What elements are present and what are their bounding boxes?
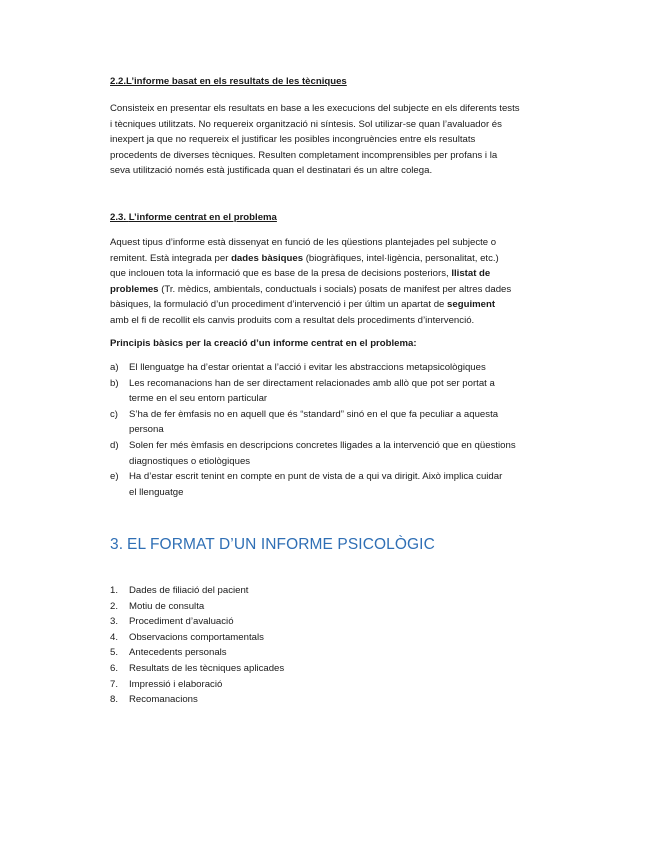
section-2-3-paragraph bbox=[110, 235, 570, 328]
list-item-text: Motiu de consulta bbox=[129, 600, 205, 612]
bold-term-seguiment: seguiment bbox=[447, 299, 496, 310]
list-number: 2. bbox=[110, 600, 119, 612]
list-number: 5. bbox=[110, 647, 119, 659]
section-2-3-heading bbox=[110, 212, 277, 223]
list-number: 8. bbox=[110, 694, 119, 706]
text-run: remitent. Està integrada per bbox=[110, 252, 232, 264]
list-marker: b) bbox=[110, 377, 119, 389]
format-list bbox=[110, 583, 284, 708]
section-2-3-title: L’informe centrat en el problema bbox=[128, 212, 277, 223]
paragraph-line: Consisteix en presentar els resultats en base a les execucions del subjecte en els diferents tests bbox=[110, 103, 520, 114]
list-item-text: Les recomanacions han de ser directament relacionades amb allò que pot ser portat a bbox=[129, 377, 495, 389]
section-2-2-title: L’informe basat en els resultats de les tècniques bbox=[126, 76, 347, 87]
principles-list bbox=[110, 360, 570, 500]
list-item-text: El llenguatge ha d’estar orientat a l’acció i evitar les abstraccions metapsicològiques bbox=[129, 362, 486, 373]
bold-term-problemes: problemes bbox=[110, 283, 159, 295]
list-item-text: Procediment d’avaluació bbox=[129, 616, 234, 628]
list-item bbox=[110, 599, 284, 615]
list-item-text: Impressió i elaboració bbox=[129, 678, 223, 690]
list-item-text: persona bbox=[129, 424, 164, 436]
section-2-2-number: 2.2. bbox=[110, 76, 127, 87]
list-number: 4. bbox=[110, 631, 119, 643]
section-2-3-number: 2.3. bbox=[110, 212, 127, 223]
list-item bbox=[110, 583, 284, 599]
list-item-text: Solen fer més èmfasis en descripcions concretes lligades a la intervenció que en qüestions bbox=[129, 439, 516, 451]
list-item-text: Antecedents personals bbox=[129, 647, 227, 659]
paragraph-line: i tècniques utilitzats. No requereix organització ni síntesis. Sol utilizar-se quan l’avaluador és bbox=[110, 118, 502, 130]
list-number: 3. bbox=[110, 616, 119, 628]
list-item bbox=[110, 614, 284, 630]
list-item bbox=[110, 692, 284, 708]
paragraph-line: amb el fi de recollit els canvis produits com a resultat dels procediments d’intervenció. bbox=[110, 314, 475, 326]
list-marker: c) bbox=[110, 408, 118, 420]
principles-title: Principis bàsics per la creació d’un informe centrat en el problema: bbox=[110, 338, 417, 349]
paragraph-line: procedents de diverses tècniques. Resulten completament incomprensibles per profans i la bbox=[110, 149, 498, 161]
list-item-text: Ha d’estar escrit tenint en compte en punt de vista de a qui va dirigit. Això implica cuidar bbox=[129, 471, 503, 483]
bold-term-llistat-de: llistat de bbox=[451, 268, 491, 279]
list-item bbox=[110, 360, 570, 376]
section-2-2-paragraph bbox=[110, 101, 570, 179]
list-number: 6. bbox=[110, 662, 119, 674]
paragraph-line: Aquest tipus d’informe està dissenyat en funció de les qüestions plantejades pel subjecte o bbox=[110, 237, 497, 248]
paragraph-line bbox=[110, 266, 570, 282]
list-item-text: Recomanacions bbox=[129, 694, 198, 706]
list-item-text: Observacions comportamentals bbox=[129, 631, 264, 643]
list-item bbox=[110, 645, 284, 661]
list-item-text: S’ha de fer èmfasis no en aquell que és “standard” sinó en el que fa peculiar a aquesta bbox=[129, 408, 499, 420]
section-3-heading bbox=[110, 536, 435, 554]
list-item bbox=[110, 661, 284, 677]
list-item-text: Dades de filiació del pacient bbox=[129, 585, 249, 596]
list-marker: a) bbox=[110, 362, 119, 373]
list-item bbox=[110, 438, 570, 469]
paragraph-line bbox=[110, 282, 570, 298]
list-marker: e) bbox=[110, 471, 119, 483]
list-item bbox=[110, 376, 570, 407]
text-run: que inclouen tota la informació que es base de la presa de decisions posteriors, bbox=[110, 268, 452, 279]
paragraph-line: inexpert ja que no requereix el justificar les posibles incongruències entre els resultats bbox=[110, 134, 476, 145]
text-run: (biogràfiques, intel·ligència, personalitat, etc.) bbox=[303, 252, 499, 264]
list-item bbox=[110, 630, 284, 646]
text-run: bàsiques, la formulació d’un procediment d’intervenció i per últim un apartat de bbox=[110, 299, 448, 310]
section-3-title: EL FORMAT D’UN INFORME PSICOLÒGIC bbox=[127, 536, 435, 553]
text-run: (Tr. mèdics, ambientals, conductuals i socials) posats de manifest per altres dades bbox=[158, 283, 512, 295]
list-item bbox=[110, 469, 570, 500]
list-item-text: diagnostiques o etiològiques bbox=[129, 455, 251, 467]
list-item-text: Resultats de les tècniques aplicades bbox=[129, 662, 285, 674]
section-3-number: 3. bbox=[110, 536, 124, 553]
list-item-text: terme en el seu entorn particular bbox=[129, 393, 268, 405]
bold-term-dades-basiques: dades bàsiques bbox=[231, 252, 304, 264]
list-number: 1. bbox=[110, 585, 119, 596]
list-item bbox=[110, 407, 570, 438]
paragraph-line bbox=[110, 251, 570, 267]
list-number: 7. bbox=[110, 678, 119, 690]
list-item-text: el llenguatge bbox=[129, 486, 184, 498]
list-marker: d) bbox=[110, 439, 119, 451]
section-2-2-heading bbox=[110, 76, 347, 87]
list-item bbox=[110, 677, 284, 693]
paragraph-line bbox=[110, 297, 570, 313]
paragraph-line: seva utilització només està justificada quan el destinatari és un altre colega. bbox=[110, 165, 433, 176]
